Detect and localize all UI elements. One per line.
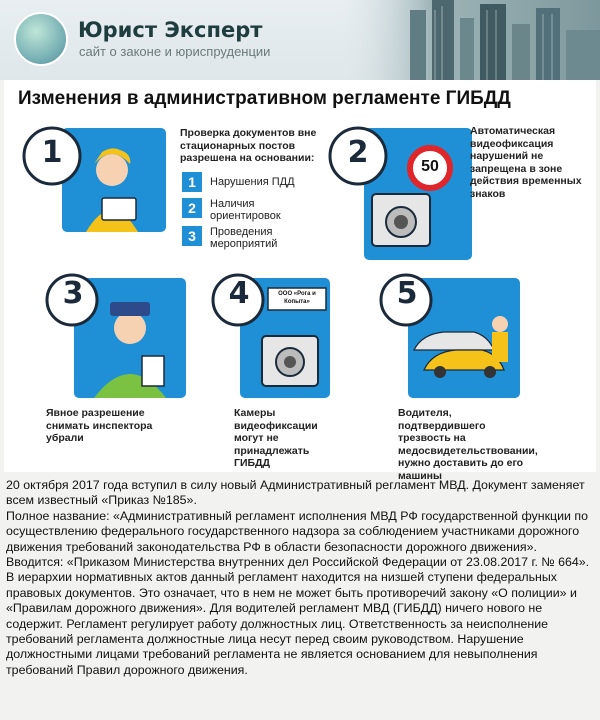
item-5-number: 5	[396, 276, 418, 311]
infographic-title: Изменения в административном регламенте ГИБДД	[18, 88, 511, 109]
company-sign: ООО «Рога и Копыта»	[278, 291, 316, 305]
item-1-sub-2: 2 Наличия ориентировок	[182, 198, 290, 222]
site-title[interactable]: Юрист Эксперт	[78, 18, 263, 42]
site-subtitle: сайт о законе и юриспруденции	[79, 44, 271, 59]
item-1-sub-3: 3 Проведения мероприятий	[182, 226, 290, 250]
item-5-label: Водителя, подтвердившего трезвость на медосвидетельствовании, нужно доставить до его машины	[398, 407, 538, 482]
article-paragraph-2: Полное название: «Административный регламент исполнения МВД РФ государственной функции по осуществлению федерального государственного надзора за соблюдением участниками дорожного движения требований законодательства РФ в области безопасности дорожного движения». Вводится: «Приказом Министерства внутренних дел Российской Федерации от 23.08.2017 г. № 664».	[6, 508, 590, 570]
infographic	[4, 80, 596, 482]
item-2-number: 2	[347, 135, 369, 170]
item-3-label: Явное разрешение снимать инспектора убрали	[46, 407, 153, 444]
site-logo-icon[interactable]	[14, 12, 68, 66]
speed-limit-sign: 50	[421, 158, 439, 175]
item-1-sub-1: 1 Нарушения ПДД	[182, 172, 295, 192]
item-4-label: Камеры видеофиксации могут не принадлежать ГИБДД	[234, 407, 318, 469]
article-paragraph-1: 20 октября 2017 года вступил в силу новый Административный регламент МВД. Документ заменяет всем известный «Приказ №185».	[6, 478, 585, 508]
item-2-label: Автоматическая видеофиксация нарушений не запрещена в зоне действия временных знаков	[470, 125, 582, 200]
article-paragraph-3: В иерархии нормативных актов данный регламент находится на низшей ступени федеральных правовых документов. Это означает, что в нем не может быть противоречий закону «О полиции» и «Правилам дорожного движения». Для водителей регламент МВД (ГИБДД) ничего нового не содержит. Регламент регулирует работу должностных лиц. Ответственность за неисполнение требований регламента должностные лица несут перед своим руководством. Нарушение должностными лицами требований регламента не является основанием для невыполнения требований Правил дорожного движения.	[6, 570, 577, 677]
item-1-number: 1	[41, 135, 63, 170]
city-skyline-image	[340, 0, 600, 80]
item-4-number: 4	[228, 276, 250, 311]
item-3-number: 3	[62, 276, 84, 311]
item-1-label: Проверка документов вне стационарных постов разрешена на основании:	[180, 127, 317, 164]
site-header	[0, 0, 600, 80]
article-text	[6, 478, 596, 678]
